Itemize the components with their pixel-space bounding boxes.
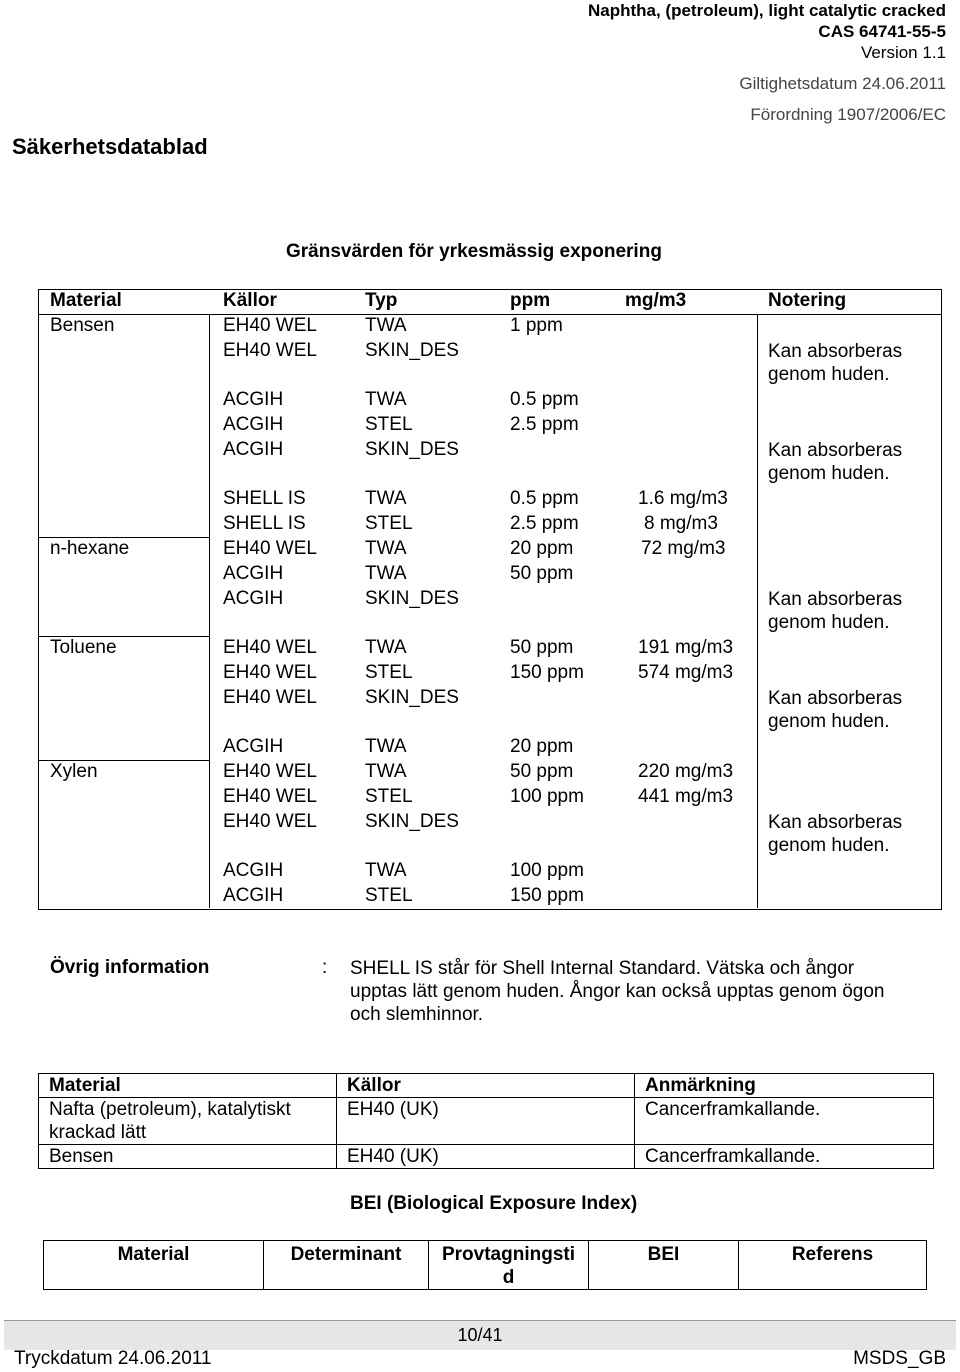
cell-source: EH40 WEL (223, 538, 317, 559)
cell-note: Kan absorberas genom huden. (768, 688, 903, 732)
table-row (39, 340, 941, 389)
doc-code: MSDS_GB (853, 1348, 946, 1369)
cell-type: SKIN_DES (365, 340, 459, 361)
table-row (39, 588, 941, 637)
cell-source: EH40 WEL (223, 340, 317, 361)
cell-source: SHELL IS (223, 513, 306, 534)
table-row (39, 538, 941, 563)
table-row (39, 662, 941, 687)
col-material: Material (50, 290, 122, 311)
cell-type: SKIN_DES (365, 588, 459, 609)
cell-type: SKIN_DES (365, 439, 459, 460)
print-date: Tryckdatum 24.06.2011 (14, 1348, 212, 1369)
table-row (39, 389, 941, 414)
product-name: Naphtha, (petroleum), light catalytic cracked (587, 1, 946, 20)
cell-source: ACGIH (223, 588, 284, 609)
other-info-colon: : (322, 957, 328, 978)
cell-source: EH40 WEL (223, 637, 317, 658)
cell-type: STEL (365, 662, 413, 683)
table-header (39, 1074, 934, 1098)
col-material: Material (44, 1241, 264, 1290)
col-source: Källor (337, 1074, 635, 1098)
cell-type: TWA (365, 488, 407, 509)
cell-ppm: 150 ppm (510, 885, 584, 906)
cell-ppm: 0.5 ppm (510, 488, 579, 509)
table-row (39, 513, 941, 538)
cell-material: Bensen (39, 1145, 337, 1169)
cell-mg: 441 mg/m3 (638, 786, 734, 807)
cell-source: ACGIH (223, 736, 284, 757)
table-header (39, 290, 941, 315)
rule (39, 760, 209, 761)
regulation: Förordning 1907/2006/EC (750, 105, 946, 124)
cell-source: ACGIH (223, 860, 284, 881)
cell-source: ACGIH (223, 389, 284, 410)
cell-material: n-hexane (50, 538, 130, 559)
col-remark: Anmärkning (635, 1074, 934, 1098)
cell-material: Toluene (50, 637, 117, 658)
validity-date: Giltighetsdatum 24.06.2011 (739, 74, 946, 93)
cell-material: Xylen (50, 761, 98, 782)
cell-mg: 220 mg/m3 (638, 761, 734, 782)
col-reference: Referens (739, 1241, 927, 1290)
cas-number: CAS 64741-55-5 (818, 22, 946, 41)
cell-type: TWA (365, 637, 407, 658)
cell-source: EH40 WEL (223, 761, 317, 782)
cell-material: Nafta (petroleum), katalytiskt krackad lätt (39, 1098, 337, 1145)
cell-source: EH40 WEL (223, 687, 317, 708)
cell-mg: 191 mg/m3 (638, 637, 734, 658)
cell-type: TWA (365, 389, 407, 410)
col-mg: mg/m3 (625, 290, 687, 311)
cell-source: EH40 WEL (223, 662, 317, 683)
cell-ppm: 2.5 ppm (510, 414, 579, 435)
table-row (39, 1145, 934, 1169)
col-type: Typ (365, 290, 398, 311)
carcinogen-table (38, 1073, 934, 1169)
cell-ppm: 100 ppm (510, 860, 584, 881)
table-row (39, 488, 941, 513)
cell-type: TWA (365, 860, 407, 881)
rule (39, 636, 209, 637)
cell-mg: 574 mg/m3 (638, 662, 734, 683)
cell-type: SKIN_DES (365, 811, 459, 832)
doc-title: Säkerhetsdatablad (12, 134, 208, 159)
cell-type: STEL (365, 786, 413, 807)
table-row (39, 414, 941, 439)
table-row (39, 860, 941, 885)
cell-ppm: 0.5 ppm (510, 389, 579, 410)
cell-source: EH40 (UK) (337, 1145, 635, 1169)
cell-type: TWA (365, 736, 407, 757)
cell-ppm: 50 ppm (510, 637, 574, 658)
cell-type: STEL (365, 414, 413, 435)
cell-ppm: 150 ppm (510, 662, 584, 683)
cell-ppm: 50 ppm (510, 761, 574, 782)
col-note: Notering (768, 290, 847, 311)
cell-source: ACGIH (223, 563, 284, 584)
cell-ppm: 2.5 ppm (510, 513, 579, 534)
cell-note: Kan absorberas genom huden. (768, 440, 903, 484)
exposure-table (38, 289, 942, 910)
version: Version 1.1 (860, 43, 946, 62)
col-sampling-time: Provtagningsti d (429, 1241, 589, 1290)
table-row (39, 811, 941, 860)
cell-note: Kan absorberas genom huden. (768, 589, 903, 633)
table-header (44, 1241, 927, 1290)
cell-material: Bensen (50, 315, 115, 336)
table-row (39, 315, 941, 340)
table-row (39, 1098, 934, 1145)
cell-mg: 1.6 mg/m3 (638, 488, 728, 509)
col-determinant: Determinant (264, 1241, 429, 1290)
cell-ppm: 20 ppm (510, 538, 574, 559)
rule (39, 314, 941, 315)
cell-source: EH40 WEL (223, 315, 317, 336)
exposure-title: Gränsvärden för yrkesmässig exponering (286, 241, 662, 262)
other-info-text: SHELL IS står för Shell Internal Standard. Vätska och ångor upptas lätt genom huden. Ångor kan också upptas genom ögon och slemhinnor. (350, 958, 885, 1025)
table-row (39, 736, 941, 761)
cell-type: TWA (365, 538, 407, 559)
cell-type: STEL (365, 885, 413, 906)
table-row (39, 687, 941, 736)
table-row (39, 885, 941, 910)
cell-type: STEL (365, 513, 413, 534)
other-info-label: Övrig information (50, 957, 210, 978)
cell-source: ACGIH (223, 439, 284, 460)
page-number: 10/41 (457, 1325, 503, 1345)
cell-remark: Cancerframkallande. (635, 1145, 934, 1169)
table-row (39, 439, 941, 488)
col-bei: BEI (589, 1241, 739, 1290)
cell-source: EH40 (UK) (337, 1098, 635, 1145)
col-source: Källor (223, 290, 277, 311)
cell-remark: Cancerframkallande. (635, 1098, 934, 1145)
cell-source: SHELL IS (223, 488, 306, 509)
rule (39, 537, 209, 538)
col-ppm: ppm (510, 290, 551, 311)
cell-source: ACGIH (223, 885, 284, 906)
cell-note: Kan absorberas genom huden. (768, 341, 903, 385)
rule (209, 314, 210, 908)
rule (757, 314, 758, 908)
cell-source: ACGIH (223, 414, 284, 435)
cell-source: EH40 WEL (223, 811, 317, 832)
cell-ppm: 20 ppm (510, 736, 574, 757)
cell-note: Kan absorberas genom huden. (768, 812, 903, 856)
bei-title: BEI (Biological Exposure Index) (350, 1193, 638, 1214)
table-row (39, 637, 941, 662)
cell-type: TWA (365, 315, 407, 336)
col-material: Material (39, 1074, 337, 1098)
cell-source: EH40 WEL (223, 786, 317, 807)
table-row (39, 563, 941, 588)
cell-ppm: 1 ppm (510, 315, 563, 336)
cell-ppm: 50 ppm (510, 563, 574, 584)
bei-table (43, 1240, 927, 1290)
document-header (588, 0, 946, 125)
cell-mg: 72 mg/m3 (641, 538, 726, 559)
cell-type: TWA (365, 761, 407, 782)
table-row (39, 786, 941, 811)
cell-ppm: 100 ppm (510, 786, 584, 807)
cell-type: SKIN_DES (365, 687, 459, 708)
cell-mg: 8 mg/m3 (644, 513, 718, 534)
table-row (39, 761, 941, 786)
cell-type: TWA (365, 563, 407, 584)
